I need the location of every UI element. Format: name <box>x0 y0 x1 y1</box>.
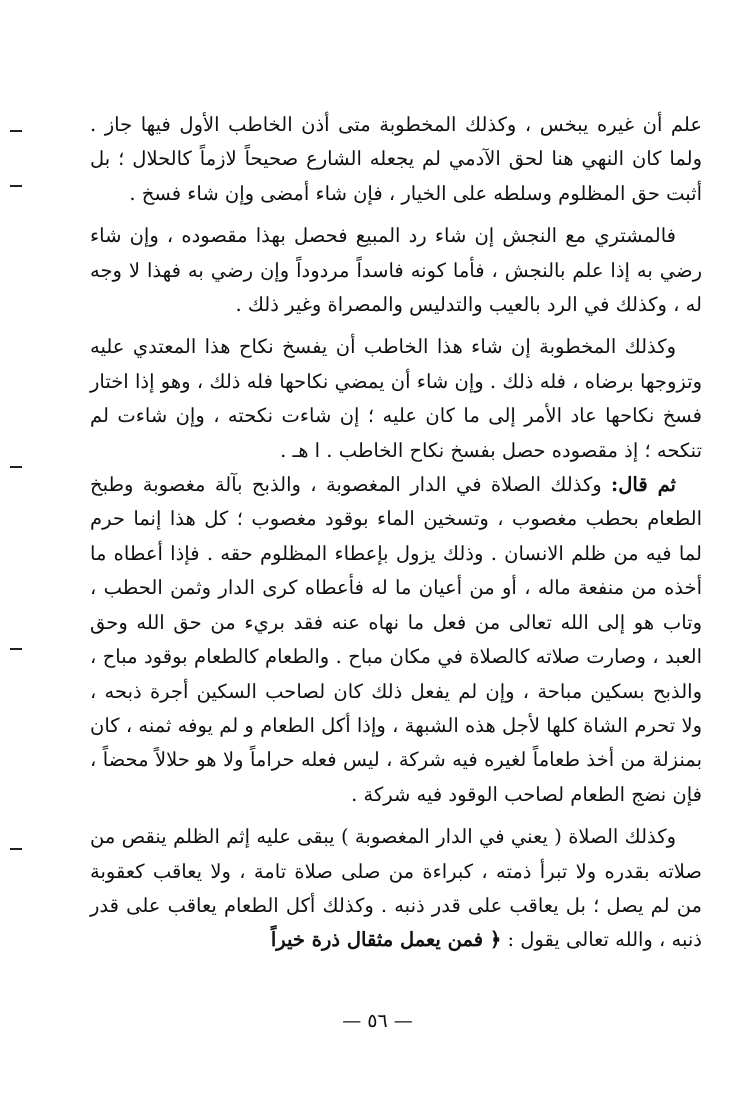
text-run: فالمشتري مع النجش إن شاء رد المبيع فحصل بهذا مقصوده ، وإن شاء رضي به إذا علم بالنجش ، فأما كونه فاسداً مردوداً وإن رضي به فهذا لا وجه له ، وكذلك في الرد بالعيب والتدليس والمصراة وغير ذلك . <box>90 224 702 317</box>
text-run: وكذلك الصلاة ( يعني في الدار المغصوبة ) يبقى عليه إثم الظلم ينقص من صلاته بقدره ولا تبرأ ذمته ، كبراءة من صلى صلاة تامة ، ولا يعاقب كعقوبة من لم يصل ؛ بل يعاقب على قدر ذنبه . وكذلك أكل الطعام يعاقب على قدر ذنبه ، والله تعالى يقول : <box>90 825 702 952</box>
margin-mark <box>10 185 22 187</box>
text-run: ولما كان النهي هنا لحق الآدمي لم يجعله الشارع صحيحاً لازماً كالحلال ؛ <box>118 147 702 171</box>
text-run-bold: ثم قال: <box>611 473 676 497</box>
paragraph <box>90 330 702 468</box>
page-number: — ٥٦ — <box>342 1010 413 1032</box>
margin-mark <box>10 848 22 850</box>
paragraph <box>90 468 702 812</box>
text-run-bold: ﴿ فمن يعمل مثقال ذرة خيراً <box>270 928 502 952</box>
text-run: وكذلك المخطوبة إن شاء هذا الخاطب أن يفسخ نكاح هذا المعتدي عليه وتزوجها برضاه ، فله ذلك . وإن شاء أن يمضي نكاحها فله ذلك ، وهو إذا اختار فسخ نكاحها عاد الأمر إلى ما كان عليه ؛ إن شاءت نكحته ، وإن شاءت لم تنكحه ؛ إذ مقصوده حصل بفسخ نكاح الخاطب . ا هـ . <box>90 335 702 462</box>
paragraph <box>90 108 702 211</box>
margin-mark <box>10 130 22 132</box>
text-run: بل أثبت حق المظلوم وسلطه على الخيار ، فإن شاء أمضى وإن شاء فسخ . <box>90 147 702 205</box>
margin-mark <box>10 466 22 468</box>
paragraph <box>90 820 702 958</box>
text-run: علم أن غيره يبخس ، وكذلك المخطوبة متى أذن الخاطب الأول فيها جاز . <box>90 113 702 136</box>
body-text <box>90 108 702 958</box>
margin-mark <box>10 648 22 650</box>
paragraph <box>90 219 702 322</box>
text-run: وكذلك الصلاة في الدار المغصوبة ، والذبح بآلة مغصوبة وطبخ الطعام بحطب مغصوب ، وتسخين الماء بوقود مغصوب ؛ كل هذا إنما حرم لما فيه من ظلم الانسان . وذلك يزول بإعطاء المظلوم حقه . فإذا أعطاه ما أخذه من منفعة ماله ، أو من أعيان ما له فأعطاه كرى الدار وثمن الحطب ، وتاب هو إلى الله تعالى من فعل ما نهاه عنه فقد بريء من حق الله وحق العبد ، وصارت صلاته كالصلاة في مكان مباح . والطعام كالطعام بوقود مباح ، والذبح بسكين مباحة ، وإن لم يفعل ذلك كان لصاحب السكين أجرة ذبحه ، ولا تحرم الشاة كلها لأجل هذه الشبهة ، وإذا أكل الطعام و لم يوفه ثمنه ، كان بمنزلة من أخذ طعاماً لغيره فيه شركة ، ليس فعله حراماً ولا هو حلالاً محضاً ، فإن نضج الطعام لصاحب الوقود فيه شركة . <box>90 473 702 806</box>
